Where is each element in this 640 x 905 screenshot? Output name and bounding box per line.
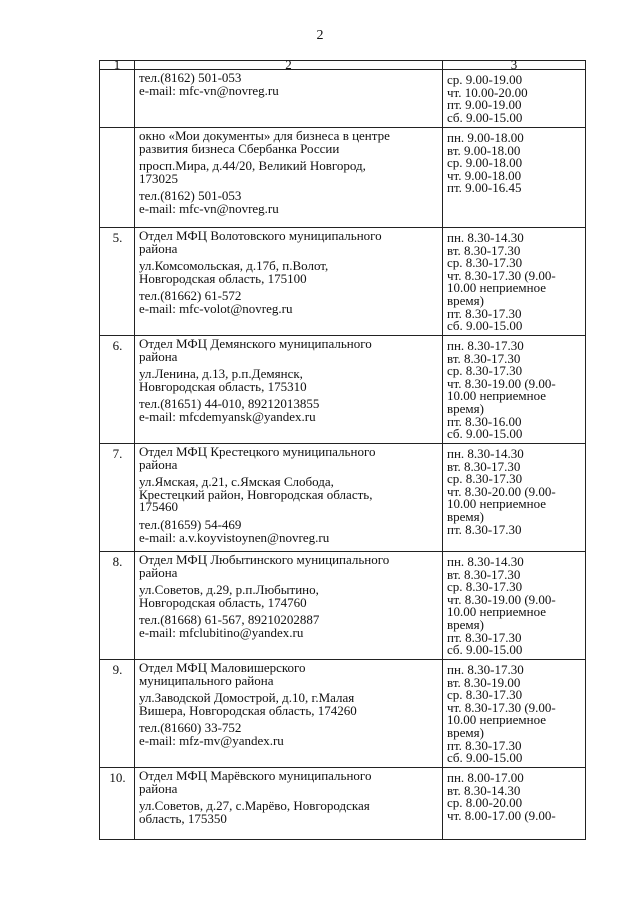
- office-schedule: [443, 660, 586, 768]
- schedule-line: ср. 8.30-17.30: [447, 579, 523, 595]
- schedule-line: сб. 9.00-15.00: [447, 426, 523, 442]
- office-address-line: Новгородская область, 174760: [139, 594, 307, 610]
- schedule-line: ср. 9.00-18.00: [447, 155, 523, 171]
- schedule-line: вт. 8.30-17.30: [447, 350, 521, 366]
- office-name-line: Отдел МФЦ Крестецкого муниципального: [139, 444, 376, 459]
- table-row: [100, 768, 586, 840]
- row-number: [100, 70, 135, 128]
- office-name-line: района: [139, 456, 178, 472]
- table-row: [100, 70, 586, 128]
- schedule-line: пн. 8.30-17.30: [447, 338, 524, 353]
- schedule-line: пт. 8.30-17.30: [447, 737, 522, 753]
- schedule-line: пн. 8.30-14.30: [447, 554, 524, 569]
- schedule-line: 10.00 неприемное: [447, 604, 547, 620]
- schedule-line: вт. 8.30-17.30: [447, 242, 521, 258]
- office-address-line: Вишера, Новгородская область, 174260: [139, 702, 357, 718]
- office-email: e-mail: a.v.koyvistoynen@novreg.ru: [139, 529, 330, 545]
- schedule-line: время): [447, 508, 484, 524]
- schedule-line: сб. 9.00-15.00: [447, 109, 523, 125]
- schedule-line: пт. 8.30-17.30: [447, 305, 522, 321]
- office-email: e-mail: mfclubitino@yandex.ru: [139, 624, 304, 640]
- row-number: 5.: [100, 228, 135, 336]
- office-name-line: района: [139, 240, 178, 256]
- table-row: [100, 660, 586, 768]
- office-info: [135, 336, 443, 444]
- schedule-line: вт. 8.30-19.00: [447, 674, 521, 690]
- schedule-line: 10.00 неприемное: [447, 280, 547, 296]
- office-address-line: Крестецкий район, Новгородская область,: [139, 486, 373, 502]
- office-address-line: 175460: [139, 499, 178, 515]
- office-phone: тел.(8162) 501-053: [139, 70, 242, 85]
- office-address-line: ул.Заводской Домострой, д.10, г.Малая: [139, 690, 355, 706]
- office-name-line: муниципального района: [139, 672, 274, 688]
- office-schedule: [443, 552, 586, 660]
- schedule-line: чт. 10.00-20.00: [447, 84, 528, 100]
- schedule-line: ср. 9.00-19.00: [447, 72, 523, 87]
- office-address-line: Новгородская область, 175310: [139, 378, 307, 394]
- schedule-line: ср. 8.30-17.30: [447, 687, 523, 703]
- office-email: e-mail: mfc-vn@novreg.ru: [139, 82, 279, 98]
- office-name-line: окно «Мои документы» для бизнеса в центре: [139, 128, 390, 143]
- schedule-line: пн. 9.00-18.00: [447, 130, 524, 145]
- office-name-line: района: [139, 564, 178, 580]
- office-info: [135, 444, 443, 552]
- table-row: [100, 228, 586, 336]
- schedule-line: пт. 8.30-17.30: [447, 521, 522, 537]
- schedule-line: вт. 8.30-14.30: [447, 782, 521, 798]
- office-schedule: [443, 70, 586, 128]
- office-info: [135, 660, 443, 768]
- office-schedule: [443, 336, 586, 444]
- schedule-line: чт. 8.30-19.00 (9.00-: [447, 375, 556, 391]
- office-schedule: [443, 128, 586, 228]
- table-row: [100, 552, 586, 660]
- office-phone: тел.(81651) 44-010, 89212013855: [139, 396, 320, 412]
- office-name-line: района: [139, 780, 178, 796]
- mfc-offices-table: [99, 57, 586, 840]
- page-number: 2: [316, 28, 324, 43]
- schedule-line: пт. 8.30-17.30: [447, 629, 522, 645]
- header-col-2: 2: [135, 61, 443, 70]
- table-row: [100, 336, 586, 444]
- office-address-line: 173025: [139, 170, 178, 186]
- row-number: 9.: [100, 660, 135, 768]
- schedule-line: вт. 9.00-18.00: [447, 142, 521, 158]
- office-name-line: Отдел МФЦ Демянского муниципального: [139, 336, 372, 351]
- schedule-line: чт. 8.30-17.30 (9.00-: [447, 267, 556, 283]
- row-number: 7.: [100, 444, 135, 552]
- schedule-line: ср. 8.30-17.30: [447, 471, 523, 487]
- office-email: e-mail: mfc-vn@novreg.ru: [139, 200, 279, 216]
- office-name-line: развития бизнеса Сбербанка России: [139, 140, 340, 156]
- office-name-line: Отдел МФЦ Марёвского муниципального: [139, 768, 372, 783]
- schedule-line: ср. 8.30-17.30: [447, 255, 523, 271]
- office-email: e-mail: mfcdemyansk@yandex.ru: [139, 408, 316, 424]
- schedule-line: ср. 8.00-20.00: [447, 795, 523, 811]
- schedule-line: время): [447, 292, 484, 308]
- schedule-line: пт. 8.30-16.00: [447, 413, 522, 429]
- schedule-line: 10.00 неприемное: [447, 496, 547, 512]
- office-phone: тел.(8162) 501-053: [139, 188, 242, 204]
- schedule-line: сб. 9.00-15.00: [447, 750, 523, 766]
- office-name-line: Отдел МФЦ Любытинского муниципального: [139, 552, 390, 567]
- schedule-line: чт. 8.30-20.00 (9.00-: [447, 483, 556, 499]
- schedule-line: чт. 8.30-17.30 (9.00-: [447, 699, 556, 715]
- office-email: e-mail: mfz-mv@yandex.ru: [139, 732, 284, 748]
- table-header-row: [100, 61, 586, 70]
- office-address-line: ул.Ямская, д.21, с.Ямская Слобода,: [139, 474, 334, 490]
- schedule-line: чт. 8.30-19.00 (9.00-: [447, 591, 556, 607]
- schedule-line: пн. 8.30-17.30: [447, 662, 524, 677]
- header-col-1: 1: [100, 61, 135, 70]
- header-col-3: 3: [443, 61, 586, 70]
- schedule-line: пт. 9.00-16.45: [447, 180, 522, 196]
- office-phone: тел.(81668) 61-567, 89210202887: [139, 612, 320, 628]
- office-address-line: Новгородская область, 175100: [139, 270, 307, 286]
- row-number: 10.: [100, 768, 135, 840]
- schedule-line: сб. 9.00-15.00: [447, 642, 523, 658]
- office-info: [135, 70, 443, 128]
- schedule-line: пн. 8.30-14.30: [447, 230, 524, 245]
- schedule-line: 10.00 неприемное: [447, 388, 547, 404]
- office-address-line: ул.Советов, д.29, р.п.Любытино,: [139, 582, 319, 598]
- schedule-line: ср. 8.30-17.30: [447, 363, 523, 379]
- table-row: [100, 444, 586, 552]
- schedule-line: пт. 9.00-19.00: [447, 97, 522, 113]
- office-address-line: просп.Мира, д.44/20, Великий Новгород,: [139, 158, 366, 174]
- office-address-line: ул.Советов, д.27, с.Марёво, Новгородская: [139, 798, 370, 814]
- office-name-line: района: [139, 348, 178, 364]
- office-phone: тел.(81659) 54-469: [139, 516, 242, 532]
- schedule-line: пн. 8.00-17.00: [447, 770, 524, 785]
- schedule-line: пн. 8.30-14.30: [447, 446, 524, 461]
- office-name-line: Отдел МФЦ Маловишерского: [139, 660, 306, 675]
- table-row: [100, 128, 586, 228]
- row-number: 8.: [100, 552, 135, 660]
- office-name-line: Отдел МФЦ Волотовского муниципального: [139, 228, 382, 243]
- office-schedule: [443, 228, 586, 336]
- office-phone: тел.(81662) 61-572: [139, 288, 242, 304]
- office-info: [135, 228, 443, 336]
- office-address-line: ул.Ленина, д.13, р.п.Демянск,: [139, 366, 303, 382]
- office-address-line: область, 175350: [139, 810, 227, 826]
- office-address-line: ул.Комсомольская, д.17б, п.Волот,: [139, 258, 329, 274]
- office-phone: тел.(81660) 33-752: [139, 720, 242, 736]
- office-info: [135, 128, 443, 228]
- office-info: [135, 552, 443, 660]
- office-email: e-mail: mfc-volot@novreg.ru: [139, 300, 293, 316]
- office-schedule: [443, 444, 586, 552]
- schedule-line: время): [447, 616, 484, 632]
- row-number: 6.: [100, 336, 135, 444]
- schedule-line: чт. 9.00-18.00: [447, 167, 522, 183]
- schedule-line: сб. 9.00-15.00: [447, 318, 523, 334]
- schedule-line: время): [447, 724, 484, 740]
- office-schedule: [443, 768, 586, 840]
- schedule-line: вт. 8.30-17.30: [447, 458, 521, 474]
- office-info: [135, 768, 443, 840]
- row-number: [100, 128, 135, 228]
- schedule-line: время): [447, 400, 484, 416]
- schedule-line: 10.00 неприемное: [447, 712, 547, 728]
- schedule-line: вт. 8.30-17.30: [447, 566, 521, 582]
- schedule-line: чт. 8.00-17.00 (9.00-: [447, 807, 556, 823]
